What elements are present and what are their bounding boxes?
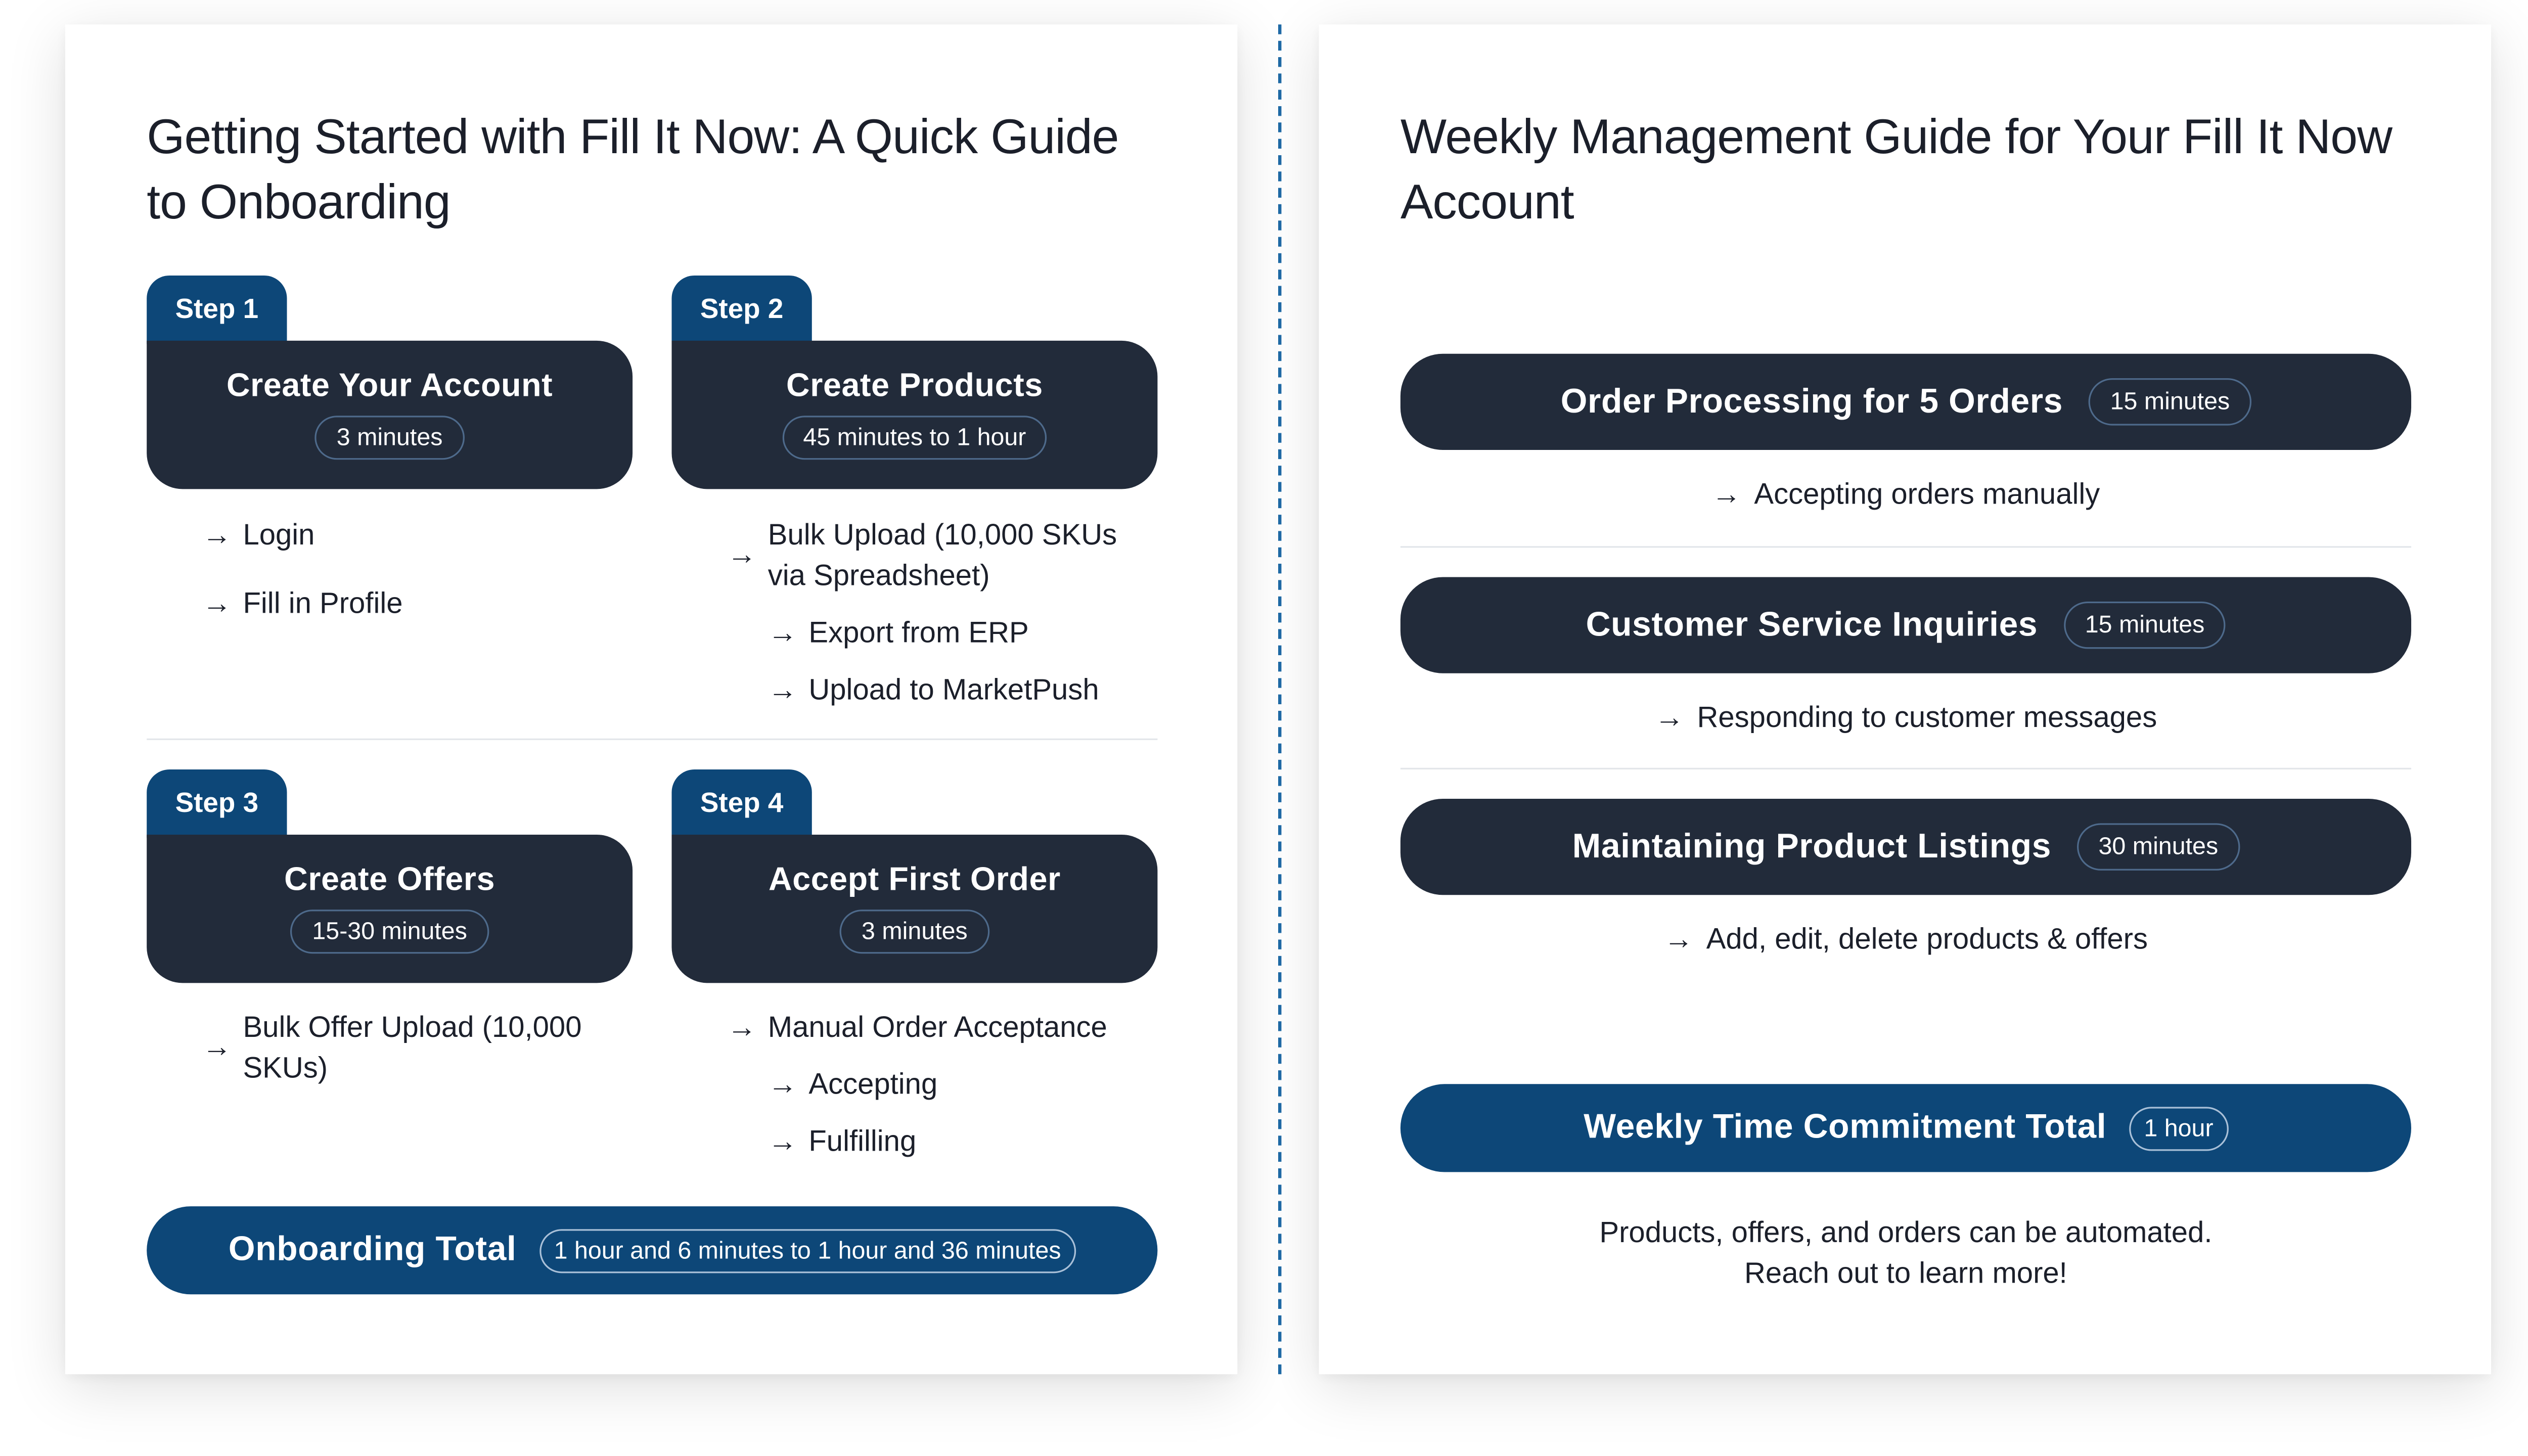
weekly-total-bar (1401, 1084, 2411, 1172)
footer-note (1401, 1213, 2411, 1294)
step-3-tab: Step 3 (147, 769, 287, 838)
task-customer-service (1401, 577, 2411, 673)
task-duration: 15 minutes (2064, 602, 2226, 649)
arrow-right-icon: → (1663, 923, 1693, 956)
onboarding-total-bar (147, 1206, 1157, 1294)
list-item: → Export from ERP (768, 613, 1159, 654)
task-order-processing (1401, 354, 2411, 450)
list-item: → Fulfilling (768, 1121, 1176, 1162)
list-item: → Login (243, 515, 618, 556)
step-2-title: Create Products (786, 368, 1043, 404)
footer-line-2: Reach out to learn more! (1744, 1257, 2067, 1290)
step-3-title: Create Offers (284, 862, 495, 898)
step-1-title: Create Your Account (226, 368, 553, 404)
step-1-tab: Step 1 (147, 276, 287, 344)
task-label: Customer Service Inquiries (1586, 605, 2038, 644)
arrow-right-icon: → (202, 1030, 232, 1063)
step-2-duration: 45 minutes to 1 hour (782, 416, 1048, 460)
panel-divider (1278, 24, 1281, 1374)
task-label: Order Processing for 5 Orders (1560, 382, 2063, 420)
task-note: → Responding to customer messages (1654, 701, 2157, 734)
row-divider (1401, 768, 2411, 769)
step-4-duration: 3 minutes (840, 909, 989, 953)
weekly-title: Weekly Management Guide for Your Fill It Now Account (1400, 111, 2392, 230)
list-item: → Accepting (768, 1065, 1176, 1106)
step-1-list (202, 515, 618, 624)
arrow-right-icon: → (727, 538, 757, 571)
arrow-right-icon: → (768, 1124, 797, 1158)
step-3-duration: 15-30 minutes (291, 909, 488, 953)
task-label: Maintaining Product Listings (1572, 827, 2052, 865)
task-duration: 15 minutes (2089, 378, 2251, 426)
arrow-right-icon: → (768, 673, 797, 706)
arrow-right-icon: → (768, 616, 797, 649)
list-item: → Manual Order Acceptance (768, 1008, 1176, 1049)
weekly-total-duration: 1 hour (2129, 1106, 2228, 1150)
step-1-duration: 3 minutes (315, 416, 464, 460)
list-item: → Bulk Upload (10,000 SKUs via Spreadsheet) (727, 518, 1117, 592)
list-item: → Upload to MarketPush (768, 670, 1159, 711)
arrow-right-icon: → (1711, 477, 1741, 511)
weekly-panel (1319, 24, 2491, 1374)
step-4-list (727, 1008, 1176, 1162)
row-divider (1401, 546, 2411, 548)
footer-line-1: Products, offers, and orders can be automated. (1599, 1216, 2213, 1249)
step-3-list (202, 1008, 618, 1089)
onboarding-title: Getting Started with Fill It Now: A Quick Guide to Onboarding (147, 111, 1119, 230)
step-4-title: Accept First Order (768, 862, 1061, 898)
onboarding-panel (65, 24, 1237, 1374)
onboarding-total-label: Onboarding Total (228, 1231, 517, 1268)
step-1-card (147, 341, 633, 489)
list-item: → Bulk Offer Upload (10,000 SKUs) (202, 1011, 582, 1084)
list-item: → Fill in Profile (243, 583, 618, 624)
onboarding-total-duration: 1 hour and 6 minutes to 1 hour and 36 minutes (539, 1228, 1076, 1272)
arrow-right-icon: → (1654, 701, 1684, 734)
step-4-card (671, 835, 1157, 983)
arrow-right-icon: → (202, 586, 232, 620)
arrow-right-icon: → (768, 1068, 797, 1101)
task-product-listings (1401, 799, 2411, 895)
task-duration: 30 minutes (2078, 823, 2239, 871)
step-4-tab: Step 4 (671, 769, 811, 838)
step-2-tab: Step 2 (671, 276, 811, 344)
task-note: → Add, edit, delete products & offers (1663, 923, 2148, 956)
arrow-right-icon: → (727, 1011, 757, 1043)
step-3-card (147, 835, 633, 983)
row-divider (147, 739, 1157, 740)
task-note: → Accepting orders manually (1711, 477, 2100, 511)
step-2-card (671, 341, 1157, 489)
arrow-right-icon: → (202, 518, 232, 551)
weekly-total-label: Weekly Time Commitment Total (1584, 1108, 2107, 1146)
step-2-list (727, 515, 1159, 711)
